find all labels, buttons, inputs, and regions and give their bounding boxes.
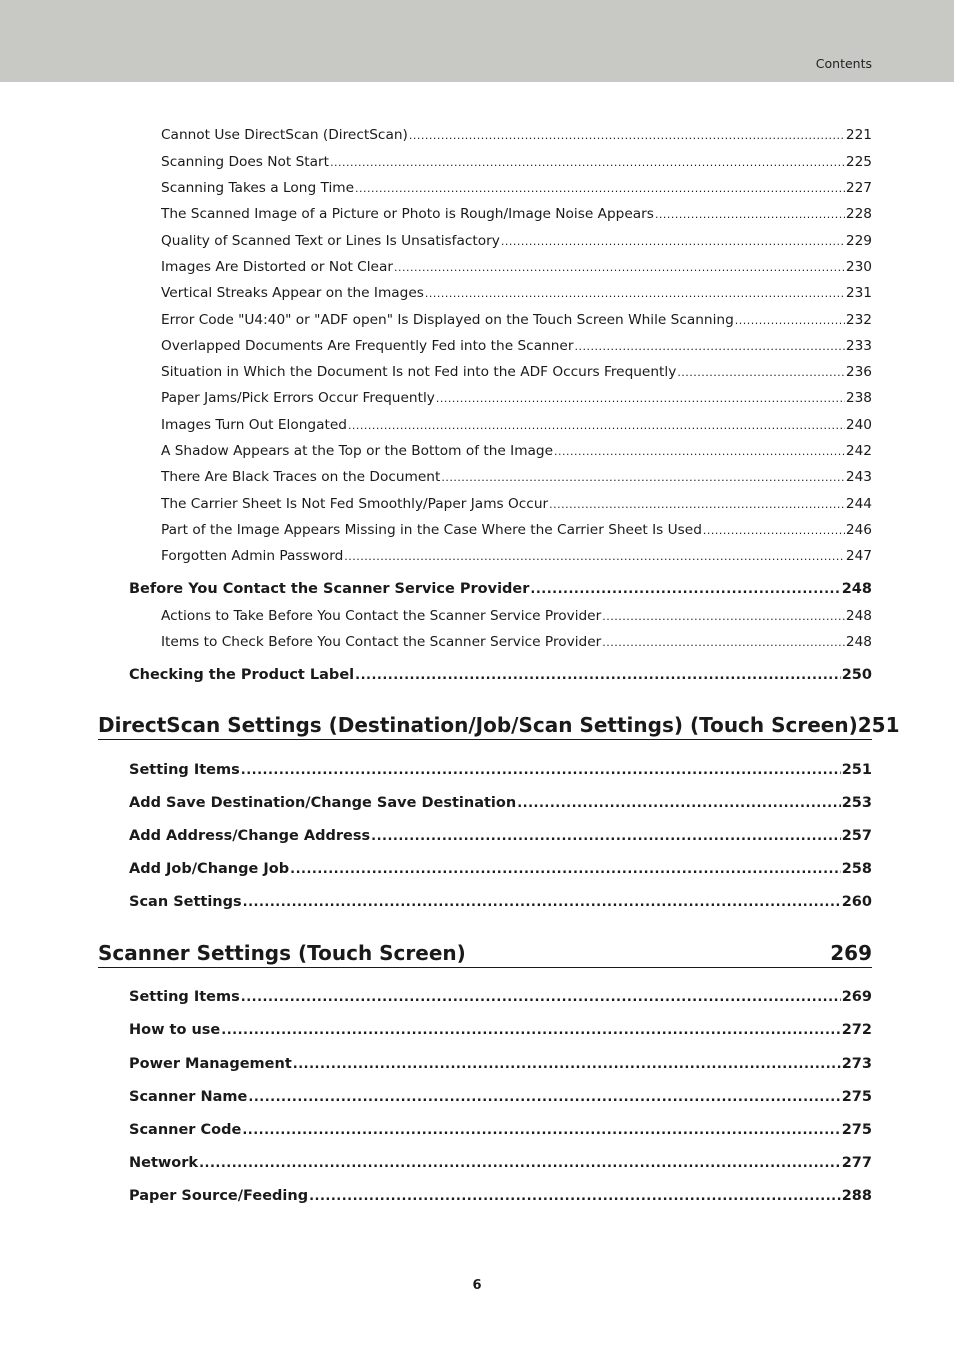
toc-subentry[interactable]: Forgotten Admin Password ..... 247 [161, 548, 872, 568]
toc-subentry[interactable]: A Shadow Appears at the Top or the Bottom of the Image ..... 242 [161, 443, 872, 463]
toc-subentry[interactable]: Items to Check Before You Contact the Scanner Service Provider ..... 248 [161, 634, 872, 654]
toc-subentry[interactable]: Scanning Does Not Start ..... 225 [161, 154, 872, 174]
toc-section[interactable]: Scanner Name ..... 275 [129, 1089, 872, 1111]
toc-subentry[interactable]: Error Code "U4:40" or "ADF open" Is Displayed on the Touch Screen While Scanning ..... 232 [161, 312, 872, 332]
toc-subentry[interactable]: Part of the Image Appears Missing in the Case Where the Carrier Sheet Is Used ..... 246 [161, 522, 872, 542]
page-number: 6 [472, 1278, 482, 1293]
toc-subentry[interactable]: Images Turn Out Elongated ..... 240 [161, 417, 872, 437]
toc-chapter-scanner-settings[interactable]: Scanner Settings (Touch Screen) 269 [98, 928, 872, 968]
toc-section[interactable]: Scan Settings ..... 260 [129, 894, 872, 916]
toc-section[interactable]: Setting Items ..... 251 [129, 762, 872, 784]
toc-subentry[interactable]: Actions to Take Before You Contact the Scanner Service Provider ..... 248 [161, 608, 872, 628]
toc-section[interactable]: Add Job/Change Job ..... 258 [129, 861, 872, 883]
toc-subentry[interactable]: There Are Black Traces on the Document ..... 243 [161, 469, 872, 489]
toc-subentry[interactable]: Quality of Scanned Text or Lines Is Unsatisfactory ..... 229 [161, 233, 872, 253]
toc-subentry[interactable]: Situation in Which the Document Is not Fed into the ADF Occurs Frequently ..... 236 [161, 364, 872, 384]
toc-section[interactable]: Add Address/Change Address ..... 257 [129, 828, 872, 850]
toc-section[interactable]: How to use ..... 272 [129, 1022, 872, 1044]
toc-chapter-directscan[interactable]: DirectScan Settings (Destination/Job/Scan Settings) (Touch Screen) 251 [98, 700, 872, 740]
toc-section[interactable]: Network ..... 277 [129, 1155, 872, 1177]
toc-section[interactable]: Add Save Destination/Change Save Destination ..... 253 [129, 795, 872, 817]
header-contents-label: Contents [815, 56, 872, 71]
toc-section[interactable]: Scanner Code ..... 275 [129, 1122, 872, 1144]
toc-subentry[interactable]: The Carrier Sheet Is Not Fed Smoothly/Paper Jams Occur ..... 244 [161, 496, 872, 516]
toc-subentry[interactable]: Vertical Streaks Appear on the Images ..... 231 [161, 285, 872, 305]
toc-subentry[interactable]: Scanning Takes a Long Time ..... 227 [161, 180, 872, 200]
toc-section-product-label[interactable]: Checking the Product Label ..... 250 [129, 667, 872, 689]
toc-subentry[interactable]: Images Are Distorted or Not Clear ..... 230 [161, 259, 872, 279]
toc-subentry[interactable]: Cannot Use DirectScan (DirectScan) ..... 221 [161, 127, 872, 147]
toc-subentry[interactable]: The Scanned Image of a Picture or Photo is Rough/Image Noise Appears ..... 228 [161, 206, 872, 226]
toc-section[interactable]: Power Management ..... 273 [129, 1056, 872, 1078]
toc-subentry[interactable]: Overlapped Documents Are Frequently Fed into the Scanner ..... 233 [161, 338, 872, 358]
toc-subentry[interactable]: Paper Jams/Pick Errors Occur Frequently ..... 238 [161, 390, 872, 410]
toc-section-before-contact[interactable]: Before You Contact the Scanner Service Provider ..... 248 [129, 581, 872, 603]
toc-section[interactable]: Setting Items ..... 269 [129, 989, 872, 1011]
toc-section[interactable]: Paper Source/Feeding ..... 288 [129, 1188, 872, 1210]
